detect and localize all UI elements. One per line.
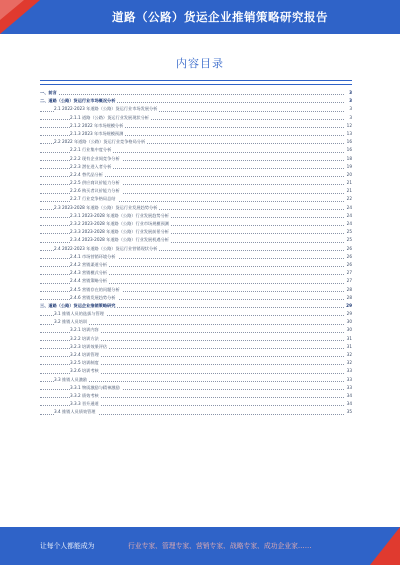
toc-entry-page: 31 [346,335,352,343]
toc-entry[interactable] [40,392,352,400]
toc-entry-page: 24 [346,204,352,212]
toc-entry[interactable] [40,343,352,351]
toc-entry[interactable] [40,195,352,203]
toc-entry[interactable] [40,236,352,244]
toc-entry-page: 29 [345,302,352,310]
toc-entry-page: 24 [346,220,352,228]
toc-entry-title: 2.1 2022-2023 年道路（公路）货运行业市场发展分析 [54,105,159,113]
toc-entry-page: 18 [346,155,352,163]
toc-list [40,89,352,417]
toc-entry-page: 29 [346,310,352,318]
toc-entry-page: 16 [346,138,352,146]
toc-entry-page: 12 [346,122,352,130]
toc-entry[interactable] [40,261,352,269]
toc-entry[interactable] [40,212,352,220]
toc-entry-page: 25 [346,236,352,244]
toc-entry[interactable] [40,376,352,384]
toc-entry[interactable] [40,138,352,146]
page-footer [0,527,400,565]
toc-entry-title: 2.4.1 市场营销环境分析 [70,253,118,261]
toc-entry[interactable] [40,105,352,113]
toc-entry-title: 三、道路（公路）货运企业推销策略研究 [40,302,117,310]
toc-entry[interactable] [40,163,352,171]
toc-entry-title: 2.4 2022-2023 年道路（公路）货运行业营销现状分析 [54,245,159,253]
toc-entry[interactable] [40,294,352,302]
toc-entry[interactable] [40,204,352,212]
toc-entry-page: 32 [346,351,352,359]
toc-entry-page: 16 [346,146,352,154]
footer-corner-decoration [370,527,400,565]
toc-entry-page: 3 [348,114,352,122]
toc-entry-title: 2.4.5 营销存在的问题分析 [70,286,122,294]
toc-entry-title: 2.2.3 潜在进入者分析 [70,163,113,171]
toc-entry-page: 27 [346,277,352,285]
toc-entry-title: 3.2.1 培训内容 [70,326,101,334]
toc-entry[interactable] [40,114,352,122]
toc-entry-page: 32 [346,359,352,367]
toc-entry-page: 26 [346,261,352,269]
toc-entry[interactable] [40,89,352,97]
toc-entry-title: 2.3.4 2023-2028 年道路（公路）行业发展机遇分析 [70,236,171,244]
toc-entry[interactable] [40,384,352,392]
toc-leader-dots [40,94,344,95]
toc-entry-title: 2.2.2 现有企业间竞争分析 [70,155,122,163]
toc-entry-title: 2.4.2 营销渠道分析 [70,261,109,269]
toc-entry[interactable] [40,277,352,285]
toc-entry-page: 3 [348,97,352,105]
toc-entry[interactable] [40,220,352,228]
toc-entry-page: 21 [346,187,352,195]
toc-entry-title: 2.2.4 替代品分析 [70,171,105,179]
toc-entry-title: 2.4.6 营销发展趋势分析 [70,294,118,302]
toc-entry-title: 2.2.6 购买者议价能力分析 [70,187,122,195]
toc-entry-page: 31 [346,343,352,351]
toc-entry-title: 一、前言 [40,89,59,97]
toc-entry-title: 2.4.4 营销策略分析 [70,277,109,285]
toc-entry-title: 3.2.5 培训制度 [70,359,101,367]
toc-heading: 内容目录 [176,57,224,70]
toc-entry-title: 2.3.1 2023-2028 年道路（公路）行业发展趋势分析 [70,212,171,220]
toc-entry-page: 33 [346,376,352,384]
toc-entry[interactable] [40,359,352,367]
toc-entry-page: 19 [346,163,352,171]
toc-entry[interactable] [40,228,352,236]
page-header [0,0,400,34]
toc-entry[interactable] [40,335,352,343]
toc-entry[interactable] [40,400,352,408]
toc-entry-page: 30 [346,326,352,334]
toc-entry-page: 25 [346,228,352,236]
toc-entry-title: 2.4.3 营销模式分析 [70,269,109,277]
toc-divider-bottom [40,84,352,85]
footer-roles: 行业专家、管理专家、营销专家、战略专家、成功企业家…… [128,542,312,550]
toc-entry-page: 33 [346,367,352,375]
toc-entry[interactable] [40,253,352,261]
toc-entry[interactable] [40,179,352,187]
toc-entry-page: 22 [346,195,352,203]
toc-entry-page: 26 [346,245,352,253]
toc-entry[interactable] [40,171,352,179]
toc-entry[interactable] [40,326,352,334]
toc-entry[interactable] [40,318,352,326]
toc-entry-title: 3.2.2 培训方法 [70,335,101,343]
toc-entry[interactable] [40,187,352,195]
toc-entry-title: 3.2 推销人员培训 [54,318,89,326]
toc-entry[interactable] [40,351,352,359]
toc-entry[interactable] [40,130,352,138]
toc-entry-title: 2.1.3 2023 年市场规模预测 [70,130,125,138]
toc-entry-title: 2.2.5 供应商议价能力分析 [70,179,122,187]
toc-entry-title: 3.2.6 培训考核 [70,367,101,375]
toc-entry-title: 2.1.2 2022 年市场规模分析 [70,122,125,130]
toc-entry-title: 2.3.2 2023-2028 年道路（公路）行业市场规模预测 [70,220,171,228]
toc-entry-title: 2.2.1 行业集中度分析 [70,146,113,154]
toc-entry-title: 2.1.1 道路（公路）货运行业发展现状分析 [70,114,151,122]
toc-entry-title: 3.3.2 绩效考核 [70,392,101,400]
toc-entry-title: 2.2 2022 年道路（公路）货运行业竞争格局分析 [54,138,147,146]
toc-entry[interactable] [40,245,352,253]
footer-slogan: 让每个人都能成为 [40,542,95,550]
toc-entry-page: 28 [346,286,352,294]
toc-entry-page: 13 [346,130,352,138]
toc-entry[interactable] [40,302,352,310]
toc-entry[interactable] [40,155,352,163]
toc-entry[interactable] [40,97,352,105]
toc-entry-title: 3.4 推销人员绩效管理 [54,408,98,416]
toc-entry-title: 3.3.1 物质激励与精神激励 [70,384,122,392]
toc-entry-page: 20 [346,171,352,179]
toc-entry-page: 3 [348,105,352,113]
toc-entry-title: 2.3.3 2023-2028 年道路（公路）行业发展前景分析 [70,228,171,236]
toc-entry-page: 34 [346,392,352,400]
toc-entry-page: 28 [346,294,352,302]
toc-divider-top [40,80,352,81]
toc-entry[interactable] [40,408,352,416]
toc-entry[interactable] [40,146,352,154]
toc-entry[interactable] [40,310,352,318]
toc-entry-title: 3.2.3 培训效果评估 [70,343,109,351]
toc-entry-page: 33 [346,384,352,392]
report-title: 道路（公路）货运企业推销策略研究报告 [112,10,328,24]
toc-entry[interactable] [40,367,352,375]
toc-entry-page: 21 [346,179,352,187]
toc-entry-title: 2.3 2023-2028 年道路（公路）货运行业发展趋势分析 [54,204,159,212]
toc-entry-title: 3.3.3 晋升通道 [70,400,101,408]
toc-entry[interactable] [40,286,352,294]
toc-entry-page: 26 [346,253,352,261]
header-corner-highlight [0,0,24,20]
toc-entry-page: 3 [348,89,352,97]
toc-entry-title: 3.1 推销人员的选拔与管理 [54,310,106,318]
toc-entry-page: 30 [346,318,352,326]
toc-entry[interactable] [40,269,352,277]
toc-entry[interactable] [40,122,352,130]
toc-entry-page: 34 [346,400,352,408]
toc-entry-title: 二、道路（公路）货运行业市场概况分析 [40,97,117,105]
toc-entry-page: 24 [346,212,352,220]
toc-entry-title: 2.2.7 行业竞争格局总结 [70,195,118,203]
toc-entry-page: 27 [346,269,352,277]
toc-entry-title: 3.3 推销人员激励 [54,376,89,384]
toc-entry-title: 3.2.4 培训管理 [70,351,101,359]
toc-entry-page: 35 [346,408,352,416]
